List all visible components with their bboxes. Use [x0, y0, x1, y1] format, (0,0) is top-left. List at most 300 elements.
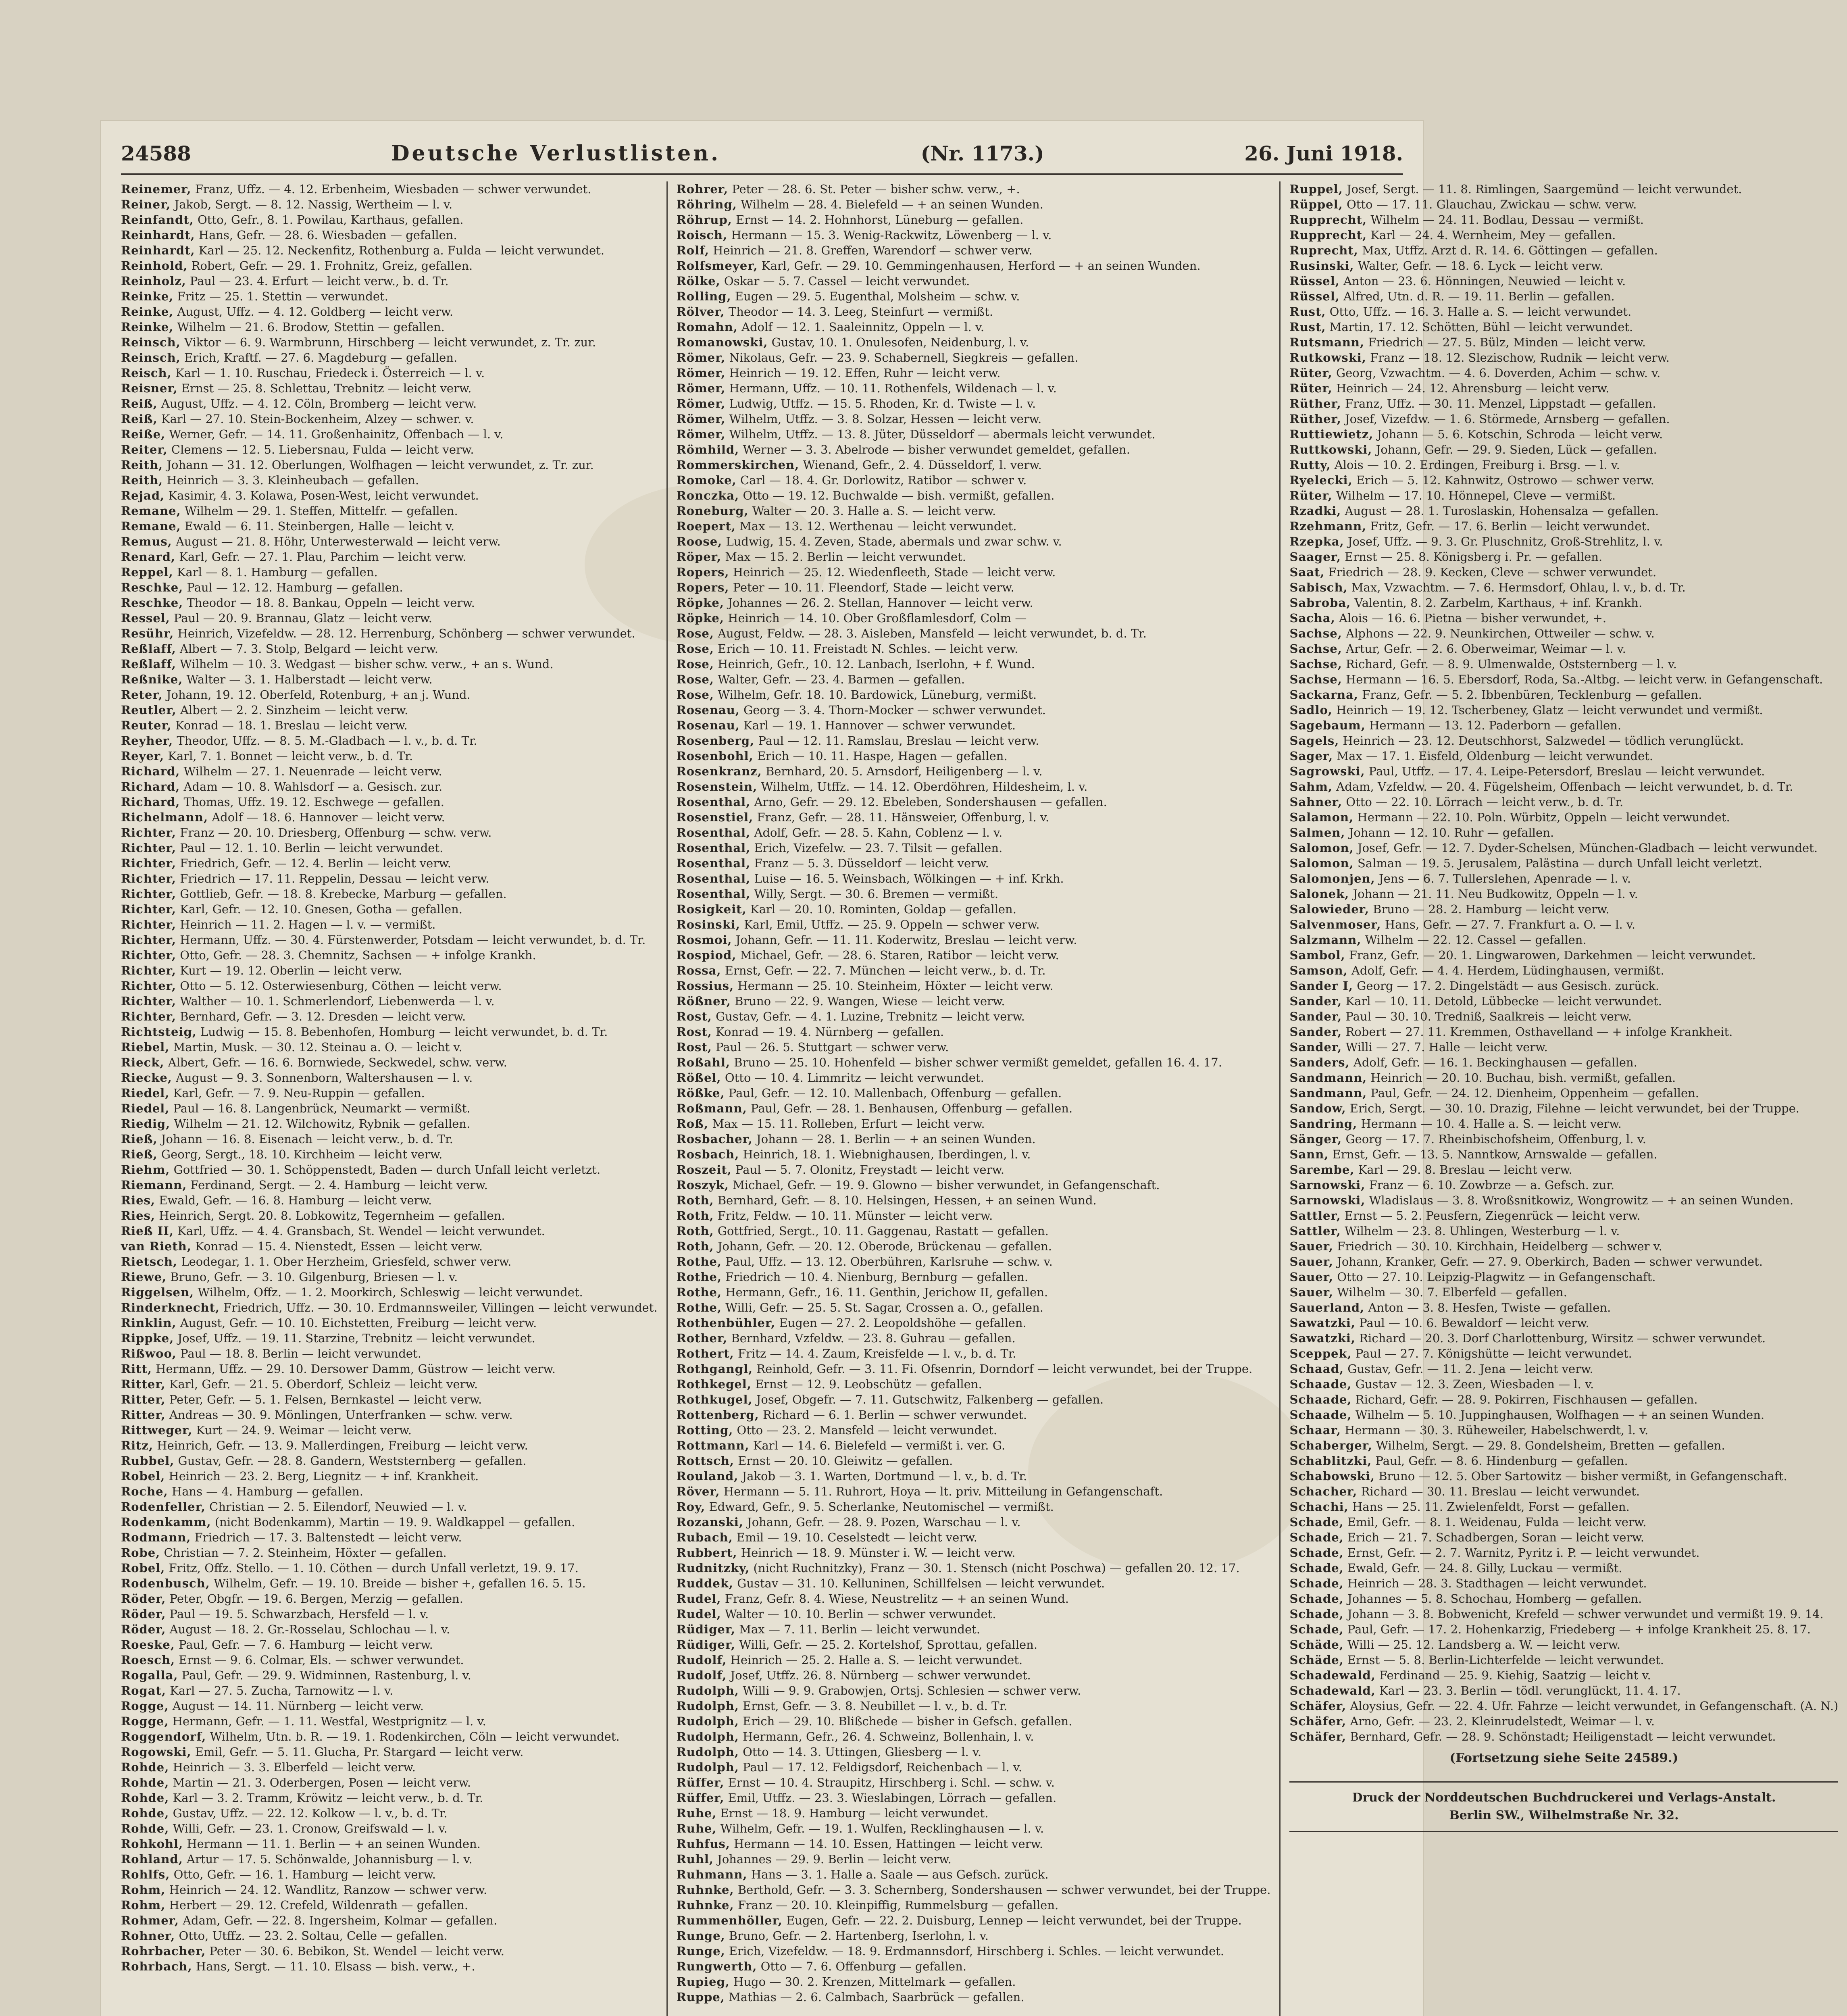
entry-details: Carl — 18. 4. Gr. Dorlowitz, Ratibor — schwer v.	[736, 473, 1027, 487]
list-entry	[677, 672, 1271, 687]
entry-details: Otto, Gefr. — 16. 1. Hamburg — leicht verw.	[170, 1868, 436, 1881]
list-entry	[121, 457, 658, 473]
list-entry	[121, 1346, 658, 1361]
entry-surname: Ries,	[121, 1193, 155, 1207]
entry-details: Karl — 1. 10. Ruschau, Friedeck i. Österreich — l. v.	[171, 366, 485, 380]
list-entry	[121, 886, 658, 902]
entry-details: Georg, Vzwachtm. — 4. 6. Doverden, Achim — schw. v.	[1332, 366, 1661, 380]
entry-details: Luise — 16. 5. Weinsbach, Wölkingen — + inf. Krkh.	[750, 872, 1064, 885]
entry-surname: Richter,	[121, 856, 176, 870]
entry-surname: Reyer,	[121, 749, 165, 763]
entry-details: Karl, Emil, Utffz. — 25. 9. Oppeln — schwer verw.	[740, 918, 1040, 931]
entry-surname: Sarembe,	[1289, 1163, 1355, 1177]
entry-details: Ferdinand, Sergt. — 2. 4. Hamburg — leicht verw.	[187, 1178, 488, 1192]
entry-surname: Salamon,	[1289, 810, 1354, 824]
entry-surname: Reinke,	[121, 320, 174, 334]
list-entry	[677, 212, 1271, 227]
list-entry	[121, 289, 658, 304]
entry-details: Erich — 29. 10. Blißchede — bisher in Gefsch. gefallen.	[739, 1714, 1072, 1728]
entry-surname: Riedig,	[121, 1117, 171, 1131]
entry-details: Johann — 31. 12. Oberlungen, Wolfhagen — leicht verwundet, z. Tr. zur.	[163, 458, 594, 472]
entry-surname: Richter,	[121, 918, 176, 931]
list-entry	[1289, 1422, 1838, 1438]
list-entry	[121, 549, 658, 564]
entry-surname: Rzadki,	[1289, 504, 1341, 518]
entry-details: Walther — 10. 1. Schmerlendorf, Liebenwerda — l. v.	[176, 994, 495, 1008]
entry-surname: Richter,	[121, 872, 176, 885]
list-entry	[677, 381, 1271, 396]
list-entry	[1289, 396, 1838, 411]
entry-details: Johannes — 26. 2. Stellan, Hannover — leicht verw.	[724, 596, 1033, 610]
entry-details: Adolf — 18. 6. Hannover — leicht verw.	[208, 810, 445, 824]
entry-surname: Reyher,	[121, 734, 173, 748]
list-entry	[121, 794, 658, 810]
entry-surname: Saat,	[1289, 565, 1325, 579]
list-entry	[121, 871, 658, 886]
list-entry	[677, 1928, 1271, 1943]
list-entry	[677, 963, 1271, 978]
list-entry	[1289, 503, 1838, 519]
entry-surname: Schäfer,	[1289, 1714, 1347, 1728]
list-entry	[1289, 963, 1838, 978]
list-entry	[677, 442, 1271, 457]
list-entry	[121, 917, 658, 932]
entry-surname: Schaberger,	[1289, 1439, 1372, 1452]
list-entry	[1289, 1683, 1838, 1698]
list-entry	[121, 1300, 658, 1315]
entry-details: Max, Utffz. Arzt d. R. 14. 6. Göttingen — gefallen.	[1358, 244, 1658, 257]
entry-surname: Rosenkranz,	[676, 764, 762, 778]
list-entry	[677, 1300, 1271, 1315]
entry-details: Albert — 7. 3. Stolp, Belgard — leicht verw.	[176, 642, 438, 656]
entry-details: Hermann — 11. 1. Berlin — + an seinen Wunden.	[183, 1837, 481, 1851]
entry-surname: Rothe,	[676, 1255, 722, 1268]
entry-surname: Römer,	[676, 351, 726, 364]
entry-surname: Reinholz,	[121, 274, 186, 288]
entry-surname: Rittweger,	[121, 1423, 193, 1437]
entry-surname: Rohde,	[121, 1822, 169, 1835]
entry-surname: Sattler,	[1289, 1224, 1341, 1238]
list-entry	[677, 319, 1271, 335]
entry-details: Heinrich, Sergt. 20. 8. Lobkowitz, Tegernheim — gefallen.	[155, 1209, 505, 1223]
entry-surname: Reinemer,	[121, 182, 192, 196]
entry-surname: Schade,	[1289, 1622, 1344, 1636]
entry-details: Willi — 27. 7. Halle — leicht verw.	[1342, 1040, 1548, 1054]
entry-details: Artur, Gefr. — 2. 6. Oberweimar, Weimar — l. v.	[1342, 642, 1626, 656]
entry-details: Paul, Uffz. — 13. 12. Oberbühren, Karlsruhe — schw. v.	[722, 1255, 1053, 1268]
entry-details: Karl, 7. 1. Bonnet — leicht verw., b. d. Tr.	[164, 749, 413, 763]
entry-details: Paul, Gefr. — 28. 1. Benhausen, Offenburg — gefallen.	[747, 1102, 1073, 1115]
list-entry	[121, 1775, 658, 1790]
entry-details: Hermann, Uffz. — 29. 10. Dersower Damm, Güstrow — leicht verw.	[152, 1362, 556, 1376]
entry-surname: Reisch,	[121, 366, 172, 380]
list-entry	[1289, 1208, 1838, 1223]
list-entry	[1289, 810, 1838, 825]
entry-surname: Rölke,	[676, 274, 720, 288]
entry-surname: Ryelecki,	[1289, 473, 1353, 487]
entry-details: Paul — 12. 1. 10. Berlin — leicht verwundet.	[176, 841, 444, 855]
entry-details: Herbert — 29. 12. Crefeld, Wildenrath — gefallen.	[165, 1898, 469, 1912]
list-entry	[121, 227, 658, 243]
list-entry	[1289, 197, 1838, 212]
list-entry	[677, 1377, 1271, 1392]
entry-details: Max, Vzwachtm. — 7. 6. Hermsdorf, Ohlau, l. v., b. d. Tr.	[1347, 581, 1686, 594]
entry-surname: Rosenthal,	[676, 841, 751, 855]
entry-details: Heinrich, Vizefeldw. — 28. 12. Herrenburg, Schönberg — schwer verwundet.	[174, 627, 635, 640]
list-entry	[1289, 718, 1838, 733]
column-3	[1279, 181, 1847, 2016]
entry-surname: Rößke,	[676, 1086, 725, 1100]
entry-details: Adolf — 12. 1. Saaleinnitz, Oppeln — l. v.	[737, 320, 985, 334]
entry-surname: Sauer,	[1289, 1239, 1333, 1253]
list-entry	[121, 1453, 658, 1468]
list-entry	[1289, 1622, 1838, 1637]
list-entry	[1289, 181, 1838, 197]
entry-surname: Robel,	[121, 1561, 165, 1575]
list-entry	[677, 1499, 1271, 1514]
entry-details: Werner, Gefr. — 14. 11. Großenhainitz, Offenbach — l. v.	[165, 427, 504, 441]
entry-details: Hermann, Gefr., 16. 11. Genthin, Jerichow II, gefallen.	[722, 1285, 1048, 1299]
entry-details: Georg — 3. 4. Thorn-Mocker — schwer verwundet.	[739, 703, 1046, 717]
entry-surname: Rüter,	[1289, 381, 1333, 395]
entry-surname: Rohlfs,	[121, 1868, 170, 1881]
entry-surname: Richter,	[121, 902, 176, 916]
list-entry	[677, 488, 1271, 503]
entry-surname: Roisch,	[676, 228, 728, 242]
entry-details: Bruno — 22. 9. Wangen, Wiese — leicht verw.	[731, 994, 1005, 1008]
entry-details: Ernst — 25. 8. Königsberg i. Pr. — gefallen.	[1341, 550, 1603, 564]
entry-details: Gustav, Gefr. — 11. 2. Jena — leicht verw.	[1344, 1362, 1593, 1376]
list-entry	[1289, 335, 1838, 350]
list-entry	[677, 1147, 1271, 1162]
list-entry	[1289, 1177, 1838, 1193]
list-entry	[677, 840, 1271, 856]
list-columns	[121, 181, 1839, 2016]
entry-surname: Rottenberg,	[676, 1408, 759, 1422]
list-entry	[1289, 1652, 1838, 1668]
list-entry	[1289, 626, 1838, 641]
entry-details: Wilhelm, Gefr. — 19. 10. Breide — bisher +, gefallen 16. 5. 15.	[210, 1577, 586, 1590]
entry-details: Heinrich, Gefr., 10. 12. Lanbach, Iserlohn, + f. Wund.	[714, 657, 1035, 671]
entry-details: Konrad — 18. 1. Breslau — leicht verw.	[171, 719, 408, 732]
entry-details: Karl — 27. 10. Stein-Bockenheim, Alzey — schwer. v.	[157, 412, 474, 426]
list-entry	[121, 1254, 658, 1269]
list-entry	[677, 1438, 1271, 1453]
entry-details: Wilhelm — 17. 10. Hönnepel, Cleve — vermißt.	[1332, 489, 1616, 502]
list-entry	[121, 1162, 658, 1177]
entry-surname: Rieck,	[121, 1056, 165, 1069]
entry-details: Michael, Gefr. — 19. 9. Glowno — bisher verwundet, in Gefangenschaft.	[729, 1178, 1160, 1192]
entry-details: Emil, Utffz. — 23. 3. Wieslabingen, Lörrach — gefallen.	[724, 1791, 1057, 1805]
entry-surname: Sachse,	[1289, 657, 1342, 671]
entry-surname: Rudolph,	[676, 1745, 739, 1759]
entry-surname: Rothe,	[676, 1270, 722, 1284]
entry-surname: Rose,	[676, 627, 714, 640]
entry-details: Anton — 23. 6. Hönningen, Neuwied — leicht v.	[1339, 274, 1626, 288]
entry-surname: Rubbert,	[676, 1546, 737, 1560]
entry-surname: Ruppel,	[1289, 182, 1343, 196]
entry-details: Johann — 5. 6. Kotschin, Schroda — leicht verw.	[1373, 427, 1663, 441]
entry-details: Ernst, Gefr. — 2. 7. Warnitz, Pyritz i. P. — leicht verwundet.	[1343, 1546, 1700, 1560]
list-entry	[121, 825, 658, 840]
entry-details: Heinrich, 18. 1. Wiebnighausen, Iberdingen, l. v.	[739, 1148, 1031, 1161]
list-entry	[677, 1729, 1271, 1744]
list-entry	[121, 1652, 658, 1668]
list-entry	[1289, 1162, 1838, 1177]
entry-surname: Rodenbusch,	[121, 1577, 210, 1590]
entry-details: Eugen — 27. 2. Leopoldshöhe — gefallen.	[775, 1316, 1027, 1330]
list-entry	[121, 656, 658, 672]
entry-surname: Ropers,	[676, 565, 729, 579]
list-entry	[677, 1392, 1271, 1407]
entry-surname: Sauer,	[1289, 1255, 1333, 1268]
column-1	[121, 181, 666, 2016]
entry-details: Karl — 3. 2. Tramm, Kröwitz — leicht verw., b. d. Tr.	[169, 1791, 483, 1805]
entry-details: Walter, Gefr. — 18. 6. Lyck — leicht verw.	[1354, 259, 1603, 273]
entry-details: Otto — 23. 2. Mansfeld — leicht verwundet.	[733, 1423, 997, 1437]
list-entry	[677, 1897, 1271, 1913]
list-entry	[121, 993, 658, 1009]
list-entry	[1289, 1438, 1838, 1453]
entry-surname: Rost,	[676, 1010, 712, 1023]
entry-surname: Reinke,	[121, 289, 174, 303]
entry-details: Richard — 6. 1. Berlin — schwer verwundet.	[759, 1408, 1027, 1422]
entry-surname: Salzmann,	[1289, 933, 1362, 947]
list-entry	[1289, 1576, 1838, 1591]
list-entry	[677, 427, 1271, 442]
entry-details: Paul, Utffz. — 17. 4. Leipe-Petersdorf, Breslau — leicht verwundet.	[1365, 764, 1765, 778]
entry-details: Alois — 16. 6. Pietna — bisher verwundet, +.	[1335, 611, 1607, 625]
list-entry	[677, 1422, 1271, 1438]
entry-surname: Schade,	[1289, 1607, 1344, 1621]
entry-details: Hermann — 30. 3. Rüheweiler, Habelschwerdt, l. v.	[1341, 1423, 1649, 1437]
entry-details: Heinrich — 11. 2. Hagen — l. v. — vermißt.	[176, 918, 436, 931]
list-entry	[677, 1851, 1271, 1867]
entry-details: Hermann, Gefr. — 1. 11. Westfal, Westprignitz — l. v.	[169, 1714, 486, 1728]
entry-details: Karl, Uffz. — 4. 4. Gransbach, St. Wendel — leicht verwundet.	[173, 1224, 545, 1238]
entry-details: Paul — 26. 5. Stuttgart — schwer verw.	[712, 1040, 949, 1054]
entry-details: Adolf, Gefr. — 16. 1. Beckinghausen — gefallen.	[1349, 1056, 1637, 1069]
entry-details: Wilhelm, Utn. b. R. — 19. 1. Rodenkirchen, Cöln — leicht verwundet.	[206, 1730, 620, 1743]
entry-details: Otto, Gefr., 8. 1. Powilau, Karthaus, gefallen.	[194, 213, 464, 227]
entry-details: Erich, Sergt. — 30. 10. Drazig, Filehne — leicht verwundet, bei der Truppe.	[1346, 1102, 1799, 1115]
entry-surname: Rothe,	[676, 1285, 722, 1299]
entry-surname: Rose,	[676, 688, 714, 702]
entry-details: Richard — 30. 11. Breslau — leicht verwundet.	[1357, 1485, 1640, 1498]
entry-surname: Remane,	[121, 504, 181, 518]
entry-details: Hermann, Gefr., 26. 4. Schweinz, Bollenhain, l. v.	[739, 1730, 1034, 1743]
entry-surname: Richter,	[121, 826, 176, 839]
entry-details: Ernst — 9. 6. Colmar, Els. — schwer verwundet.	[175, 1653, 464, 1667]
entry-details: Hans, Sergt. — 11. 10. Elsass — bish. verw., +.	[192, 1960, 475, 1973]
entry-details: Walter — 3. 1. Halberstadt — leicht verw.	[183, 673, 433, 686]
list-entry	[677, 227, 1271, 243]
entry-surname: Sahner,	[1289, 795, 1343, 809]
list-entry	[677, 1484, 1271, 1499]
list-entry	[1289, 411, 1838, 427]
entry-surname: Reinsch,	[121, 351, 181, 364]
entry-details: Ernst — 5. 2. Peusfern, Ziegenrück — leicht verw.	[1341, 1209, 1641, 1223]
entry-surname: Richelmann,	[121, 810, 208, 824]
entry-details: Friedrich — 28. 9. Kecken, Cleve — schwer verwundet.	[1324, 565, 1657, 579]
entry-details: Alois — 10. 2. Erdingen, Freiburg i. Brsg. — l. v.	[1331, 458, 1620, 472]
entry-details: Wilhelm — 23. 8. Uhlingen, Westerburg — l. v.	[1341, 1224, 1620, 1238]
entry-surname: Runge,	[676, 1944, 725, 1958]
column-3-list	[1289, 181, 1838, 1744]
entry-surname: Reisner,	[121, 381, 178, 395]
list-entry	[121, 840, 658, 856]
entry-details: Christian — 2. 5. Eilendorf, Neuwied — l. v.	[205, 1500, 467, 1514]
entry-surname: Ruhfus,	[676, 1837, 730, 1851]
list-entry	[1289, 1331, 1838, 1346]
entry-surname: Robe,	[121, 1546, 160, 1560]
entry-details: Franz, Gefr. — 5. 2. Ibbenbüren, Tecklenburg — gefallen.	[1358, 688, 1702, 702]
entry-surname: Ruttiewietz,	[1289, 427, 1374, 441]
list-entry	[121, 1208, 658, 1223]
entry-surname: Rüssel,	[1289, 289, 1340, 303]
entry-surname: Rohrbach,	[121, 1960, 192, 1973]
list-entry	[677, 810, 1271, 825]
list-entry	[677, 1039, 1271, 1055]
entry-surname: Rüffer,	[676, 1776, 725, 1789]
entry-surname: Schade,	[1289, 1531, 1344, 1544]
entry-surname: Roepert,	[676, 519, 736, 533]
entry-surname: Rosenthal,	[676, 795, 751, 809]
entry-surname: Rossa,	[676, 964, 721, 977]
entry-details: Wilhelm, Utffz. — 3. 8. Solzar, Hessen — leicht verw.	[725, 412, 1042, 426]
entry-surname: Rosbach,	[676, 1148, 739, 1161]
entry-surname: Sawatzki,	[1289, 1331, 1356, 1345]
entry-details: Friedrich — 10. 4. Nienburg, Bernburg — gefallen.	[722, 1270, 1029, 1284]
entry-surname: Schabowski,	[1289, 1469, 1375, 1483]
list-entry	[1289, 1530, 1838, 1545]
list-entry	[677, 610, 1271, 626]
entry-surname: Rüter,	[1289, 366, 1333, 380]
entry-details: Karl, Gefr. — 12. 10. Gnesen, Gotha — gefallen.	[176, 902, 463, 916]
list-entry	[121, 1009, 658, 1024]
list-entry	[677, 733, 1271, 748]
entry-details: Konrad — 15. 4. Nienstedt, Essen — leicht verw.	[191, 1239, 483, 1253]
list-entry	[677, 1193, 1271, 1208]
entry-details: Paul — 10. 6. Bewaldorf — leicht verw.	[1356, 1316, 1589, 1330]
list-entry	[121, 1101, 658, 1116]
list-entry	[121, 1361, 658, 1377]
list-entry	[1289, 289, 1838, 304]
entry-details: Paul — 19. 5. Schwarzbach, Hersfeld — l. v.	[166, 1607, 429, 1621]
list-entry	[121, 902, 658, 917]
list-entry	[1289, 1514, 1838, 1530]
entry-surname: Rogowski,	[121, 1745, 192, 1759]
list-entry	[1289, 978, 1838, 993]
entry-details: Georg — 17. 2. Dingelstädt — aus Gesisch. zurück.	[1353, 979, 1660, 993]
entry-details: Heinrich — 19. 12. Effen, Ruhr — leicht verw.	[725, 366, 1001, 380]
entry-details: Johann — 3. 8. Bobwenicht, Krefeld — schwer verwundet und vermißt 19. 9. 14.	[1343, 1607, 1824, 1621]
entry-surname: Roszyk,	[676, 1178, 729, 1192]
list-entry	[121, 687, 658, 702]
entry-details: Heinrich, Gefr. — 13. 9. Mallerdingen, Freiburg — leicht verw.	[153, 1439, 528, 1452]
entry-surname: Rohm,	[121, 1898, 166, 1912]
entry-details: Walter — 20. 3. Halle a. S. — leicht verw.	[748, 504, 996, 518]
list-entry	[677, 1989, 1271, 2005]
entry-details: Wilhelm — 29. 1. Steffen, Mittelfr. — gefallen.	[181, 504, 458, 518]
entry-surname: Rubbel,	[121, 1454, 175, 1468]
entry-details: Friedrich — 17. 3. Baltenstedt — leicht verw.	[191, 1531, 462, 1544]
list-entry	[121, 1836, 658, 1851]
list-entry	[1289, 733, 1838, 748]
entry-details: Karl, Gefr. — 7. 9. Neu-Ruppin — gefallen.	[169, 1086, 425, 1100]
entry-details: Fritz, Offz. Stello. — 1. 10. Cöthen — durch Unfall verletzt, 19. 9. 17.	[165, 1561, 579, 1575]
list-entry	[121, 1913, 658, 1928]
entry-details: Erich — 10. 11. Haspe, Hagen — gefallen.	[753, 749, 1008, 763]
newspaper-page	[101, 121, 1839, 2016]
list-entry	[677, 886, 1271, 902]
entry-surname: Rozanski,	[676, 1515, 743, 1529]
entry-details: Walter, Gefr. — 23. 4. Barmen — gefallen.	[714, 673, 965, 686]
list-entry	[121, 1438, 658, 1453]
list-entry	[677, 1806, 1271, 1821]
entry-surname: Ruprecht,	[1289, 244, 1358, 257]
entry-surname: Reith,	[121, 458, 163, 472]
list-entry	[677, 197, 1271, 212]
list-entry	[121, 1744, 658, 1760]
entry-surname: Rüssel,	[1289, 274, 1340, 288]
entry-surname: Rohde,	[121, 1760, 169, 1774]
list-entry	[121, 1085, 658, 1101]
entry-surname: Roeske,	[121, 1638, 175, 1652]
entry-details: Wilhelm, Utffz. — 14. 12. Oberdöhren, Hildesheim, l. v.	[757, 780, 1088, 793]
entry-details: Emil, Gefr. — 5. 11. Glucha, Pr. Stargard — leicht verw.	[191, 1745, 524, 1759]
list-entry	[1289, 856, 1838, 871]
entry-details: Martin, Musk. — 30. 12. Steinau a. O. — leicht v.	[169, 1040, 462, 1054]
entry-details: Gustav — 31. 10. Kelluninen, Schillfelsen — leicht verwundet.	[733, 1577, 1105, 1590]
entry-surname: Schaar,	[1289, 1423, 1341, 1437]
list-entry	[121, 1285, 658, 1300]
list-entry	[121, 1760, 658, 1775]
entry-surname: Schadewald,	[1289, 1684, 1376, 1697]
entry-surname: Schade,	[1289, 1561, 1344, 1575]
entry-surname: Rudolph,	[676, 1730, 739, 1743]
entry-details: August — 28. 1. Turoslaskin, Hohensalza — gefallen.	[1341, 504, 1659, 518]
list-entry	[677, 1177, 1271, 1193]
list-entry	[1289, 871, 1838, 886]
list-entry	[677, 917, 1271, 932]
entry-surname: Rospiod,	[676, 948, 737, 962]
list-entry	[121, 1315, 658, 1331]
list-entry	[677, 595, 1271, 610]
entry-details: Max — 7. 11. Berlin — leicht verwundet.	[735, 1622, 980, 1636]
entry-details: Ewald, Gefr. — 16. 8. Hamburg — leicht verw.	[155, 1193, 432, 1207]
list-entry	[121, 1407, 658, 1422]
list-entry	[1289, 1070, 1838, 1085]
list-entry	[121, 1269, 658, 1285]
list-entry	[1289, 1545, 1838, 1560]
list-entry	[1289, 1668, 1838, 1683]
entry-details: Gustav — 12. 3. Zeen, Wiesbaden — l. v.	[1351, 1377, 1594, 1391]
entry-surname: Riecke,	[121, 1071, 172, 1085]
entry-surname: Sabroba,	[1289, 596, 1351, 610]
entry-details: Karl, Gefr. — 29. 10. Gemmingenhausen, Herford — + an seinen Wunden.	[758, 259, 1201, 273]
list-entry	[121, 948, 658, 963]
entry-surname: Rogge,	[121, 1714, 169, 1728]
list-entry	[1289, 243, 1838, 258]
list-entry	[1289, 1009, 1838, 1024]
entry-details: August, Gefr. — 10. 10. Eichstetten, Freiburg — leicht verw.	[176, 1316, 537, 1330]
list-entry	[121, 1806, 658, 1821]
issue-date: 26. Juni 1918.	[1244, 141, 1403, 165]
entry-details: Eugen, Gefr. — 22. 2. Duisburg, Lennep — leicht verwundet, bei der Truppe.	[782, 1914, 1242, 1927]
entry-details: Viktor — 6. 9. Warmbrunn, Hirschberg — leicht verwundet, z. Tr. zur.	[180, 335, 596, 349]
entry-surname: Rohner,	[121, 1929, 175, 1943]
